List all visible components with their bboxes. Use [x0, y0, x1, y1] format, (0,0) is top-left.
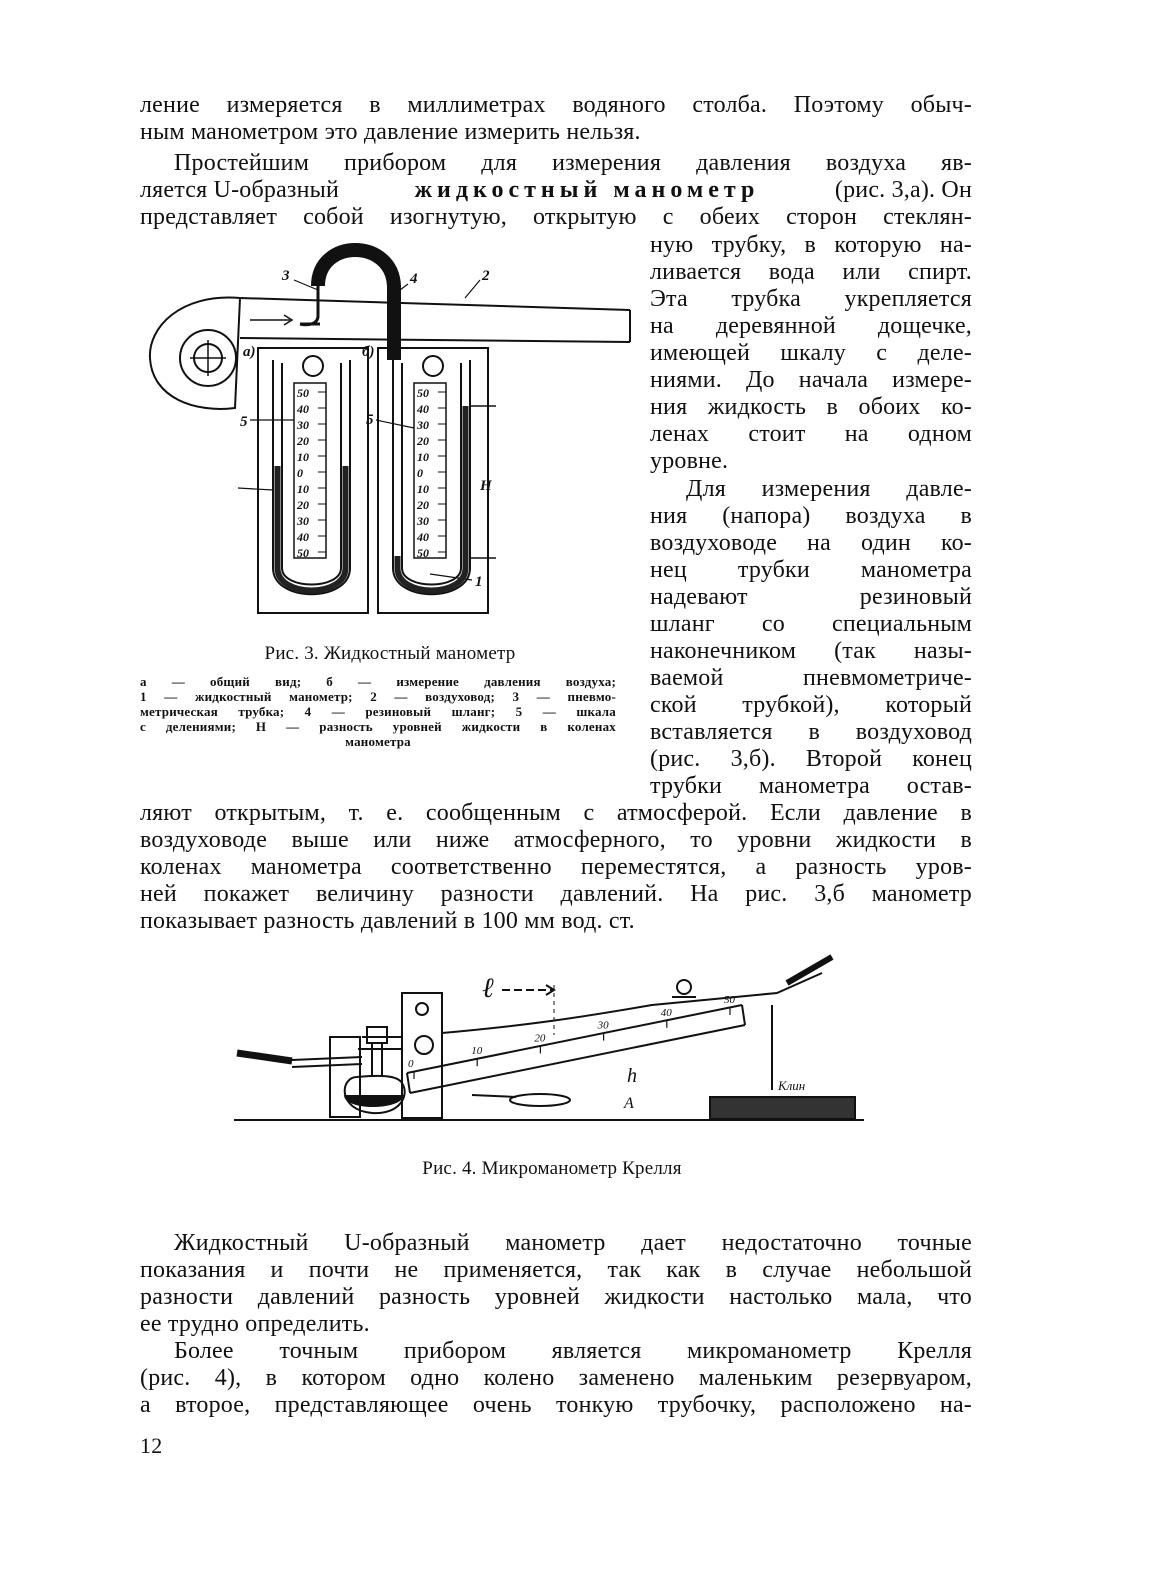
- scale-label: 40: [417, 530, 429, 544]
- scale-label: 10: [417, 482, 429, 496]
- rubber-tube: [237, 1053, 292, 1061]
- text-line: [140, 177, 972, 204]
- text-line: Эта трубка укрепляется: [650, 286, 972, 312]
- text-line: надевают резиновый: [650, 584, 972, 610]
- liquid-a: [278, 466, 346, 591]
- text-fragment: (рис. 3,а). Он: [834, 177, 972, 203]
- air-duct-bottom: [240, 338, 630, 342]
- scale-label: 50: [417, 386, 429, 400]
- incline-scale-label: 30: [597, 1019, 609, 1032]
- label-klin: Клин: [778, 1078, 806, 1093]
- figure-3-manometer: [140, 238, 640, 623]
- text-line: наконечником (так назы-: [650, 638, 972, 664]
- text-line: ным манометром это давление измерить нельзя.: [140, 119, 641, 145]
- label-h: h: [627, 1065, 637, 1087]
- text-line: имеющей шкалу с деле-: [650, 340, 972, 366]
- text-line: уровне.: [650, 448, 729, 474]
- scale-label: 50: [297, 386, 309, 400]
- text-line: ваемой пневмометриче-: [650, 665, 972, 691]
- stand-plate: [402, 993, 442, 1118]
- level-vial: [510, 1094, 570, 1106]
- figure-3-legend-line: 1 — жидкостный манометр; 2 — воздуховод; 3 — пневмо-: [140, 689, 616, 704]
- scale-label: 10: [297, 450, 309, 464]
- u-tube-b-outer: [393, 360, 470, 594]
- figure-3-legend-line: манометра: [345, 734, 411, 749]
- rubber-hose: [318, 250, 394, 360]
- u-tube-b-inner: [402, 363, 461, 585]
- scale-label: 50: [297, 546, 309, 560]
- incline-scale-label: 10: [471, 1045, 483, 1058]
- figure-3-caption: Рис. 3. Жидкостный манометр: [264, 643, 516, 664]
- label-a: а): [243, 344, 256, 360]
- scale-label: 10: [417, 450, 429, 464]
- scale-label: 40: [297, 402, 309, 416]
- label-2: 2: [482, 268, 490, 284]
- scale-label: 10: [297, 482, 309, 496]
- u-tube-a-inner: [282, 363, 341, 585]
- figure-3-legend-line: метрическая трубка; 4 — резиновый шланг; 5 — шкала: [140, 704, 616, 719]
- scale-label: 30: [417, 418, 429, 432]
- text-line: Простейшим прибором для измерения давления воздуха яв-: [174, 150, 972, 176]
- label-A: A: [624, 1095, 634, 1112]
- incline-scale-label: 0: [408, 1058, 414, 1070]
- text-line: Более точным прибором является микроманометр Крелля: [174, 1338, 972, 1364]
- scale-label: 40: [297, 530, 309, 544]
- label-1: 1: [475, 574, 483, 590]
- reservoir: [345, 1076, 405, 1113]
- figure-4-caption: Рис. 4. Микроманометр Крелля: [422, 1158, 682, 1179]
- label-H: H: [480, 478, 492, 494]
- text-line: ляют открытым, т. е. сообщенным с атмосферой. Если давление в: [140, 800, 972, 826]
- text-line: Жидкостный U-образный манометр дает недостаточно точные: [174, 1230, 972, 1256]
- scale-label: 30: [297, 514, 309, 528]
- wedge: [710, 1097, 855, 1119]
- text-line: ление измеряется в миллиметрах водяного столба. Поэтому обыч-: [140, 92, 972, 118]
- text-line: шланг со специальным: [650, 611, 972, 637]
- incline-scale-label: 20: [534, 1032, 546, 1045]
- u-tube-a-outer: [273, 360, 350, 594]
- text-line: воздуховоде выше или ниже атмосферного, то уровни жидкости в: [140, 827, 972, 853]
- spaced-term: жидкостный манометр: [414, 177, 760, 203]
- pneumometric-tube: [300, 286, 318, 325]
- label-b: б): [362, 344, 375, 360]
- scale-label: 0: [417, 466, 423, 480]
- text-line: на деревянной дощечке,: [650, 313, 972, 339]
- label-3: 3: [282, 268, 290, 284]
- text-line: коленах манометра соответственно переместятся, а разность уров-: [140, 854, 972, 880]
- text-line: нец трубки манометра: [650, 557, 972, 583]
- text-line: ней покажет величину разности давлений. На рис. 3,б манометр: [140, 881, 972, 907]
- label-4: 4: [410, 271, 418, 287]
- figure-4-micromanometer: [232, 945, 872, 1130]
- text-line: вставляется в воздуховод: [650, 719, 972, 745]
- text-line: Для измерения давле-: [686, 476, 972, 502]
- text-line: ее трудно определить.: [140, 1311, 370, 1337]
- scale-label: 50: [417, 546, 429, 560]
- figure-3-legend-line: а — общий вид; б — измерение давления воздуха;: [140, 674, 616, 689]
- text-line: разности давлений разность уровней жидкости настолько мала, что: [140, 1284, 972, 1310]
- text-line: представляет собой изогнутую, открытую с обеих сторон стеклян-: [140, 204, 972, 230]
- label-5b: 5: [366, 412, 374, 428]
- page-number: 12: [140, 1433, 163, 1458]
- incline-scale-label: 40: [660, 1006, 672, 1019]
- text-line: ленах стоит на одном: [650, 421, 972, 447]
- frame-line: [442, 973, 822, 1033]
- label-l: ℓ: [482, 973, 494, 1004]
- text-line: ливается вода или спирт.: [650, 259, 972, 285]
- inclined-tube-bottom: [410, 1025, 745, 1093]
- text-line: ской трубкой), который: [650, 692, 972, 718]
- text-line: а второе, представляющее очень тонкую трубочку, расположено на-: [140, 1392, 972, 1418]
- incline-scale-label: 50: [724, 994, 735, 1006]
- scale-label: 30: [417, 514, 429, 528]
- scale-label: 30: [297, 418, 309, 432]
- text-line: ниями. До начала измере-: [650, 367, 972, 393]
- text-line: ную трубку, в которую на-: [650, 232, 972, 258]
- text-line: (рис. 4), в котором одно колено заменено маленьким резервуаром,: [140, 1365, 972, 1391]
- scale-a-ticks: [296, 386, 326, 560]
- text-line: показания и почти не применяется, так как в случае небольшой: [140, 1257, 972, 1283]
- text-line: показывает разность давлений в 100 мм вод. ст.: [140, 908, 635, 934]
- figure-3-legend-line: с делениями; Н — разность уровней жидкости в коленах: [140, 719, 616, 734]
- scale-label: 0: [297, 466, 303, 480]
- scale-label: 20: [297, 434, 309, 448]
- scale-label: 20: [297, 498, 309, 512]
- scale-label: 20: [417, 434, 429, 448]
- scale-label: 40: [417, 402, 429, 416]
- air-duct-top: [240, 298, 630, 310]
- text-line: ния (напора) воздуха в: [650, 503, 972, 529]
- text-line: воздуховоде на один ко-: [650, 530, 972, 556]
- liquid-b: [398, 406, 466, 591]
- label-5a: 5: [240, 414, 248, 430]
- scale-b-ticks: [416, 386, 446, 560]
- scale-label: 20: [417, 498, 429, 512]
- text-fragment: ляется U-образный: [140, 177, 340, 203]
- text-line: (рис. 3,б). Второй конец: [650, 746, 972, 772]
- text-line: трубки манометра остав-: [650, 773, 972, 799]
- inclined-tube-top: [407, 1005, 742, 1073]
- text-line: ния жидкость в обоих ко-: [650, 394, 972, 420]
